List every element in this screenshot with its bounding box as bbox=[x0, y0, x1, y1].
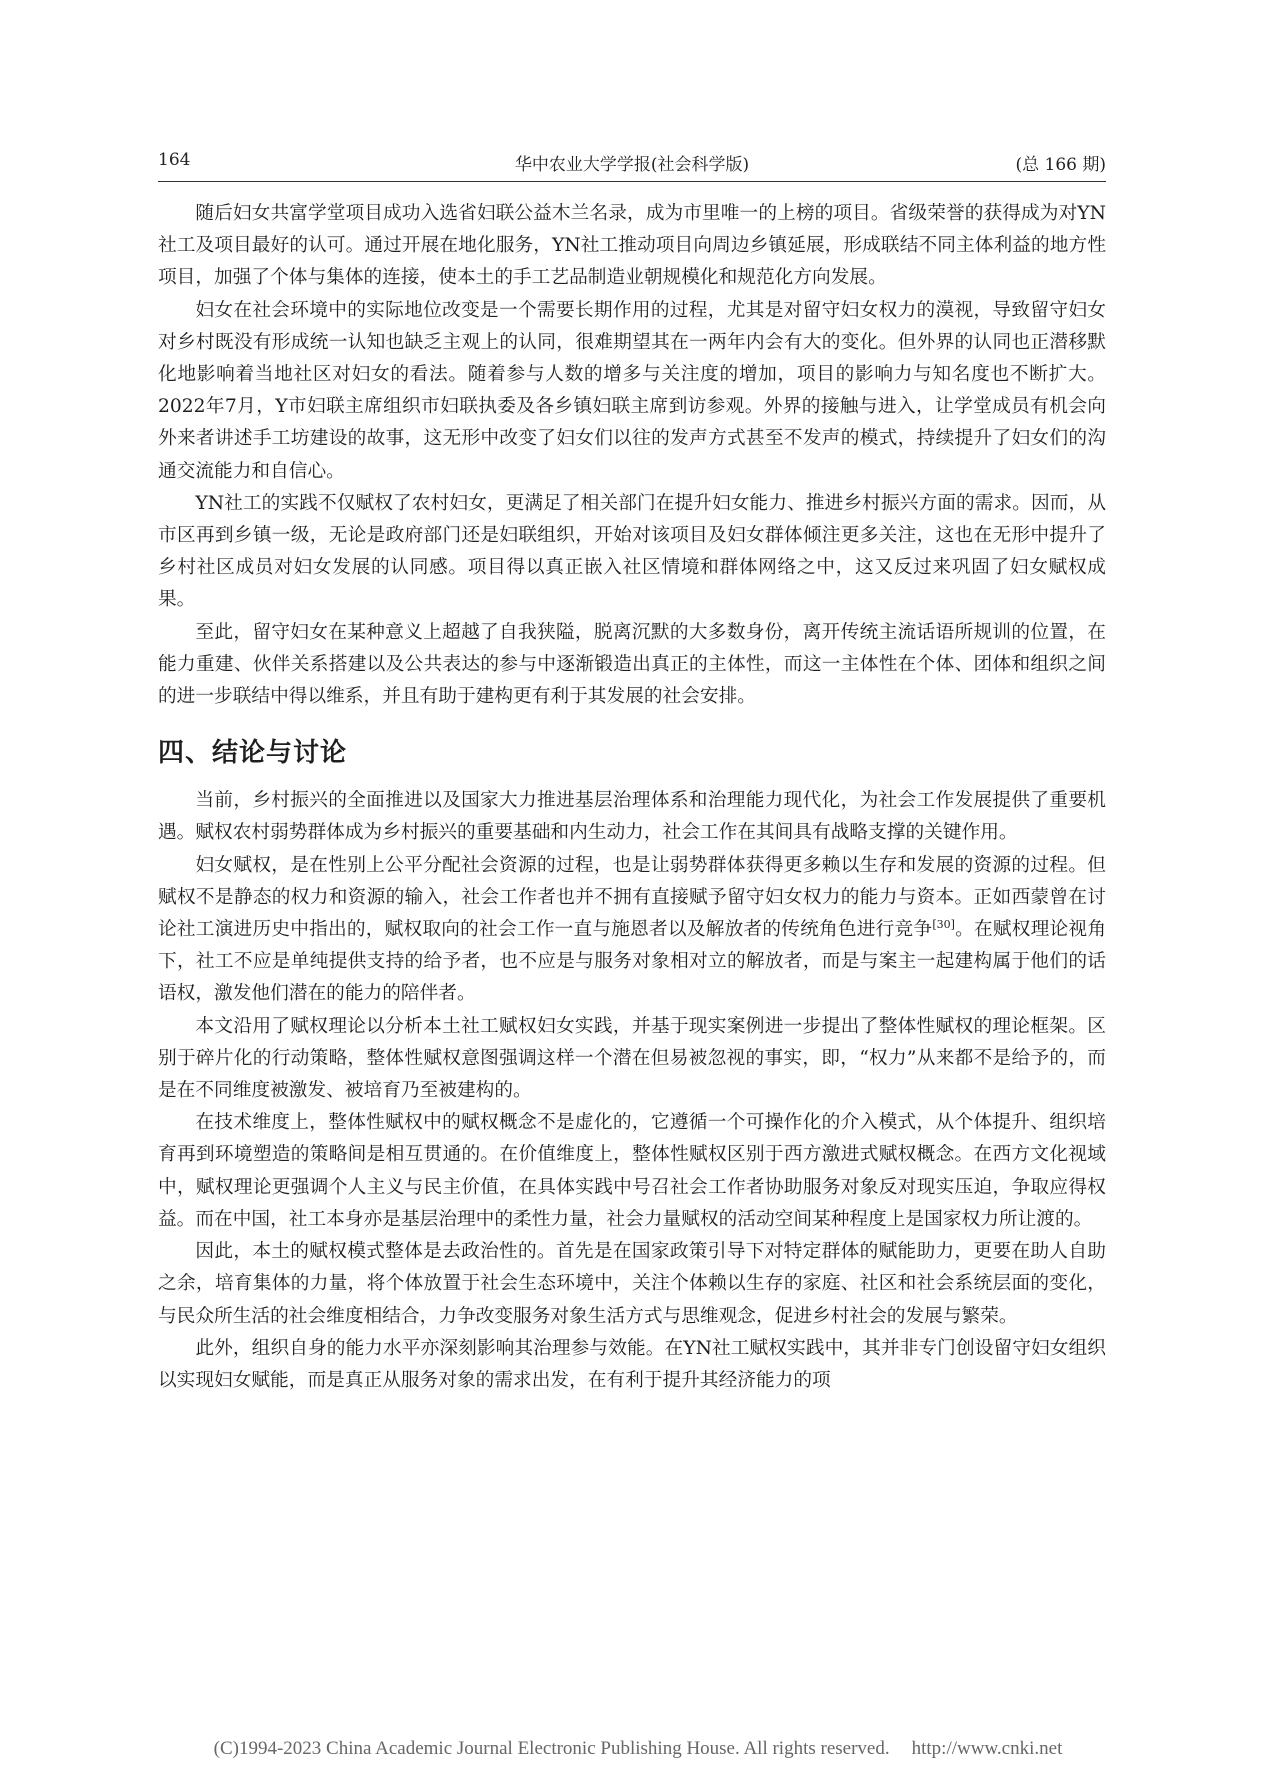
body-paragraph: 本文沿用了赋权理论以分析本土社工赋权妇女实践，并基于现实案例进一步提出了整体性赋权的理论框架。区别于碎片化的行动策略，整体性赋权意图强调这样一个潜在但易被忽视的事实，即，“权力”从来都不是给予的，而是在不同维度被激发、被培育乃至被建构的。 bbox=[158, 1015, 1106, 1102]
body-paragraph: YN社工的实践不仅赋权了农村妇女，更满足了相关部门在提升妇女能力、推进乡村振兴方面的需求。因而，从市区再到乡镇一级，无论是政府部门还是妇联组织，开始对该项目及妇女群体倾注更多关注，这也在无形中提升了乡村社区成员对妇女发展的认同感。项目得以真正嵌入社区情境和群体网络之中，这又反过来巩固了妇女赋权成果。 bbox=[158, 492, 1106, 611]
paragraph-text: 妇女赋权，是在性别上公平分配社会资源的过程，也是让弱势群体获得更多赖以生存和发展的资源的过程。但赋权不是静态的权力和资源的输入，社会工作者也并不拥有直接赋予留守妇女权力的能力与资本。正如西蒙曾在讨论社工演进历史中指出的，赋权取向的社会工作一直与施恩者以及解放者的传统角色进行竞争 bbox=[158, 854, 1106, 941]
paragraph-text-tail: 。在赋权理论视角下，社工不应是单纯提供支持的给予者，也不应是与服务对象相对立的解放者，而是与案主一起建构属于他们的话语权，激发他们潜在的能力的陪伴者。 bbox=[158, 919, 1107, 1005]
copyright-footer bbox=[0, 1738, 1276, 1760]
body-paragraph: 当前，乡村振兴的全面推进以及国家大力推进基层治理体系和治理能力现代化，为社会工作发展提供了重要机遇。赋权农村弱势群体成为乡村振兴的重要基础和内生动力，社会工作在其间具有战略支撑的关键作用。 bbox=[158, 790, 1106, 844]
section-heading: 四、结论与讨论 bbox=[158, 738, 348, 769]
issue-number: (总 166 期) bbox=[1015, 155, 1106, 175]
copyright-text: (C)1994-2023 China Academic Journal Electronic Publishing House. All rights reserved. bbox=[213, 1738, 890, 1759]
body-paragraph: 妇女在社会环境中的实际地位改变是一个需要长期作用的过程，尤其是对留守妇女权力的漠视，导致留守妇女对乡村既没有形成统一认知也缺乏主观上的认同，很难期望其在一两年内会有大的变化。但外界的认同也正潜移默化地影响着当地社区对妇女的看法。随着参与人数的增多与关注度的增加，项目的影响力与知名度也不断扩大。2022年7月，Y市妇联主席组织市妇联执委及各乡镇妇联主席到访参观。外界的接触与进入，让学堂成员有机会向外来者讲述手工坊建设的故事，这无形中改变了妇女们以往的发声方式甚至不发声的模式，持续提升了妇女们的沟通交流能力和自信心。 bbox=[158, 299, 1106, 482]
body-paragraph-with-citation bbox=[158, 850, 1106, 1011]
footer-url: http://www.cnki.net bbox=[911, 1738, 1063, 1759]
running-header bbox=[158, 146, 1106, 180]
journal-title: 华中农业大学学报(社会科学版) bbox=[514, 155, 750, 175]
body-paragraph: 至此，留守妇女在某种意义上超越了自我狭隘，脱离沉默的大多数身份，离开传统主流话语所规训的位置，在能力重建、伙伴关系搭建以及公共表达的参与中逐渐锻造出真正的主体性，而这一主体性在个体、团体和组织之间的进一步联结中得以维系，并且有助于建构更有利于其发展的社会安排。 bbox=[158, 621, 1106, 708]
header-rule bbox=[158, 181, 1106, 182]
body-paragraph: 此外，组织自身的能力水平亦深刻影响其治理参与效能。在YN社工赋权实践中，其并非专门创设留守妇女组织以实现妇女赋能，而是真正从服务对象的需求出发，在有利于提升其经济能力的项 bbox=[158, 1337, 1106, 1391]
citation-marker: [30] bbox=[932, 917, 955, 931]
body-paragraph: 随后妇女共富学堂项目成功入选省妇联公益木兰名录，成为市里唯一的上榜的项目。省级荣誉的获得成为对YN社工及项目最好的认可。通过开展在地化服务，YN社工推动项目向周边乡镇延展，形成联结不同主体利益的地方性项目，加强了个体与集体的连接，使本土的手工艺品制造业朝规模化和规范化方向发展。 bbox=[158, 203, 1106, 289]
article-body bbox=[158, 198, 1106, 1397]
page-number: 164 bbox=[158, 150, 191, 170]
body-paragraph: 因此，本土的赋权模式整体是去政治性的。首先是在国家政策引导下对特定群体的赋能助力，更要在助人自助之余，培育集体的力量，将个体放置于社会生态环境中，关注个体赖以生存的家庭、社区和社会系统层面的变化，与民众所生活的社会维度相结合，力争改变服务对象生活方式与思维观念，促进乡村社会的发展与繁荣。 bbox=[158, 1241, 1106, 1327]
body-paragraph: 在技术维度上，整体性赋权中的赋权概念不是虚化的，它遵循一个可操作化的介入模式，从个体提升、组织培育再到环境塑造的策略间是相互贯通的。在价值维度上，整体性赋权区别于西方激进式赋权概念。在西方文化视域中，赋权理论更强调个人主义与民主价值，在具体实践中号召社会工作者协助服务对象反对现实压迫，争取应得权益。而在中国，社工本身亦是基层治理中的柔性力量，社会力量赋权的活动空间某种程度上是国家权力所让渡的。 bbox=[158, 1112, 1106, 1230]
